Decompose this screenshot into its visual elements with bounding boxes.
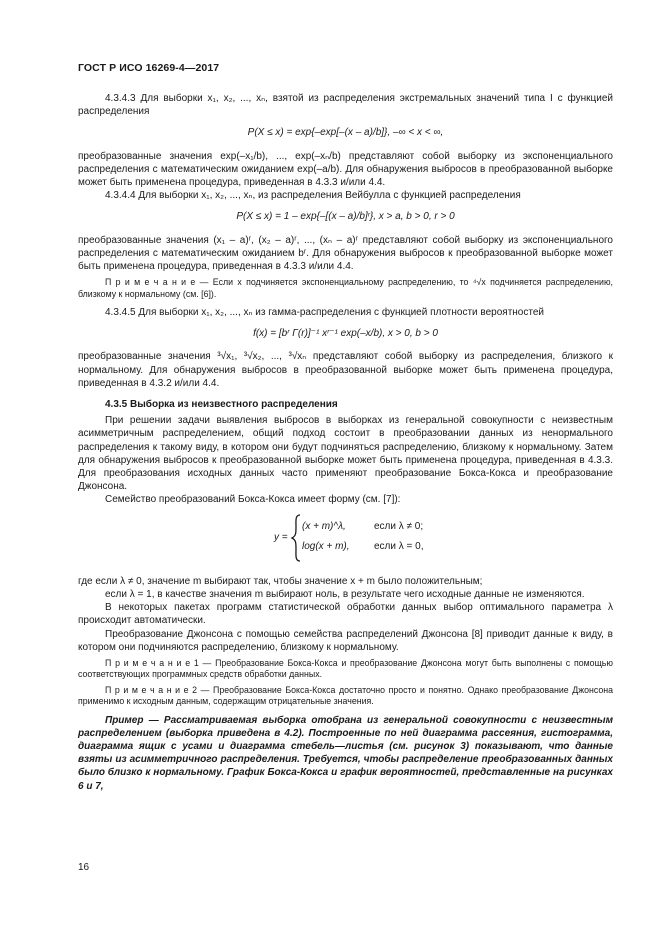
para-lambda-one: если λ = 1, в качестве значения m выбирают ноль, в результате чего исходные данные не изменяются. — [105, 588, 585, 600]
para-4-3-4-5-result: преобразованные значения ³√x₁, ³√x₂, ..., ³√xₙ представляют собой выборку из распределения, близкого к нормальному. Для обнаружения выбросов в преобразованной выборке может быть применена процедура, приведенная в 4.3.2 и/или 4.4. — [78, 351, 613, 389]
section-heading-4-3-5: 4.3.5 Выборка из неизвестного распределения — [105, 399, 338, 411]
note-text: — Преобразование Бокса-Кокса достаточно просто и понятно. Однако преобразование Джонсона применимо к исходным данным, содержащим отрицательные значения. — [78, 684, 614, 707]
para-m-choice: где если λ ≠ 0, значение m выбирают так, чтобы значение x + m было положительным; — [78, 575, 483, 587]
note-label: П р и м е ч а н и е 1 — [105, 657, 199, 668]
system-condition-1: если λ ≠ 0; — [374, 520, 424, 532]
para-4-3-5-approach: При решении задачи выявления выбросов в выборках из генеральной совокупности с неизвестным асимметричным распределением, общий подход состоит в преобразовании данных из ненормального распределения к такому виду, в котором они будут подчиняться распределению, близкому к нормальному. Затем для обнаружения выбросов к преобразованной выборке может быть применена процедура, приведенная в 4.3.3. Для преобразования исходных данных часто применяют преобразование Бокса-Кокса и преобразование Джонсона. — [78, 415, 613, 493]
page-header: ГОСТ Р ИСО 16269-4—2017 — [78, 62, 220, 74]
system-row-2: log(x + m), — [302, 540, 350, 552]
formula-box-cox-system — [78, 513, 613, 569]
note-label: П р и м е ч а н и е 2 — [105, 684, 198, 695]
formula-weibull: P(X ≤ x) = 1 – exp{–[(x – a)/b]ʳ}, x > a, b > 0, r > 0 — [236, 211, 455, 223]
para-automatic-lambda: В некоторых пакетах программ статистической обработки данных выбор оптимального параметра λ происходит автоматически. — [78, 602, 613, 627]
left-brace-icon — [290, 513, 302, 563]
para-johnson-transform: Преобразование Джонсона с помощью семейства распределений Джонсона [8] приводит данные к виду, в котором они подчиняются распределению, близкому к нормальному. — [78, 628, 613, 653]
system-condition-2: если λ = 0, — [374, 540, 424, 552]
para-4-3-4-4-intro: 4.3.4.4 Для выборки x₁, x₂, ..., xₙ, из распределения Вейбулла с функцией распределения — [105, 190, 521, 202]
note-text: — Преобразование Бокса-Кокса и преобразование Джонсона могут быть выполнены с помощью соответствующих программных средств обработки данных. — [78, 657, 613, 680]
note-label: П р и м е ч а н и е — [105, 277, 196, 288]
para-box-cox-family: Семейство преобразований Бокса-Кокса имеет форму (см. [7]): — [105, 494, 401, 506]
para-4-3-4-5-intro: 4.3.4.5 Для выборки x₁, x₂, ..., xₙ из гамма-распределения с функцией плотности вероятностей — [105, 307, 544, 319]
note-2 — [78, 685, 613, 708]
para-4-3-4-4-result: преобразованные значения (x₁ – a)ʳ, (x₂ – a)ʳ, ..., (xₙ – a)ʳ представляют собой выборку из экспоненциального распределения с математическим ожиданием bʳ. Для обнаружения выбросов к преобразованной выборке может быть применена процедура, приведенная в 4.3.3 и/или 4.4. — [78, 234, 613, 273]
note-exponential — [78, 277, 613, 300]
page-number: 16 — [78, 862, 90, 873]
para-4-3-4-3-result: преобразованные значения exp(–x₁/b), ..., exp(–xₙ/b) представляют собой выборку из экспоненциального распределения с математическим ожиданием exp(–a/b). Для обнаружения выбросов в преобразованной выборке может быть применена процедура, приведенная в 4.3.3 и/или 4.4. — [78, 150, 613, 189]
system-row-1: (x + m)^λ, — [302, 520, 346, 532]
example-paragraph: Пример — Рассматриваемая выборка отобрана из генеральной совокупности с неизвестным распределением (выборка приведена в 4.2). Построенные по ней диаграмма рассеяния, гистограмма, диаграмма ящик с усами и диаграмма стебель—листья (см. рисунок 3) показывают, что данные взяты из асимметричного распределения. Требуется, чтобы распределение преобразованных данных было близко к нормальному. График Бокса-Кокса и график вероятностей, представленные на рисунках 6 и 7, — [78, 714, 613, 792]
system-lhs: y = — [274, 531, 288, 543]
formula-gamma: f(x) = [bʳ Γ(r)]⁻¹ xʳ⁻¹ exp(–x/b), x > 0, b > 0 — [253, 328, 438, 340]
formula-extreme-value: P(X ≤ x) = exp{–exp[–(x – a)/b]}, –∞ < x < ∞, — [247, 127, 444, 139]
para-4-3-4-3-intro: 4.3.4.3 Для выборки x₁, x₂, ..., xₙ, взятой из распределения экстремальных значений типа I с функцией распределения — [78, 93, 613, 118]
page-body — [78, 92, 613, 793]
note-1 — [78, 658, 613, 681]
note-text: — Если x подчиняется экспоненциальному распределению, то ⁴√x подчиняется распределению, близкому к нормальному (см. [6]). — [78, 277, 613, 299]
